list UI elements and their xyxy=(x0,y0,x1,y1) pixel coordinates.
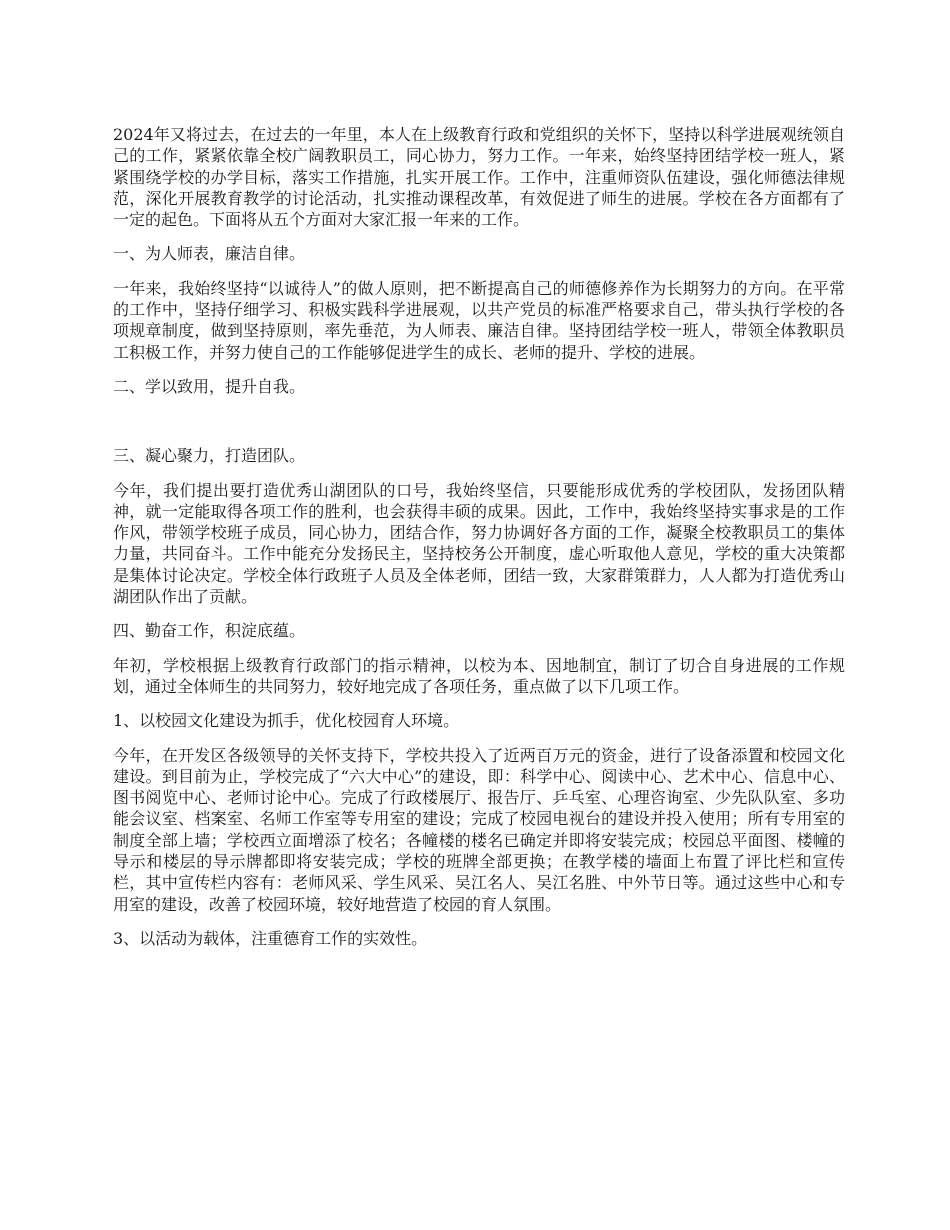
section-4-paragraph: 年初，学校根据上级教育行政部门的指示精神，以校为本、因地制宜，制订了切合自身进展的工作规划，通过全体师生的共同努力，较好地完成了各项任务，重点做了以下几项工作。 xyxy=(113,655,845,696)
subsection-1-paragraph: 今年，在开发区各级领导的关怀支持下，学校共投入了近两百万元的资金，进行了设备添置和校园文化建设。到目前为止，学校完成了“六大中心”的建设，即：科学中心、阅读中心、艺术中心、信息中心、图书阅览中心、老师讨论中心。完成了行政楼展厅、报告厅、乒乓室、心理咨询室、少先队队室、多功能会议室、档案室、名师工作室等专用室的建设；完成了校园电视台的建设并投入使用；所有专用室的制度全部上墙；学校西立面增添了校名；各幢楼的楼名已确定并即将安装完成；校园总平面图、楼幢的导示和楼层的导示牌都即将安装完成；学校的班牌全部更换；在教学楼的墙面上布置了评比栏和宣传栏，其中宣传栏内容有：老师风采、学生风采、吴江名人、吴江名胜、中外节日等。通过这些中心和专用室的建设，改善了校园环境，较好地营造了校园的育人氛围。 xyxy=(113,745,845,914)
section-1-paragraph: 一年来，我始终坚持“以诚待人”的做人原则，把不断提高自己的师德修养作为长期努力的方向。在平常的工作中，坚持仔细学习、积极实践科学进展观，以共产党员的标准严格要求自己，带头执行学校的各项规章制度，做到坚持原则，率先垂范，为人师表、廉洁自律。坚持团结学校一班人，带领全体教职员工积极工作，并努力使自己的工作能够促进学生的成长、老师的提升、学校的进展。 xyxy=(113,278,845,362)
section-heading-1: 一、为人师表，廉洁自律。 xyxy=(113,244,306,264)
section-heading-2: 二、学以致用，提升自我。 xyxy=(113,376,306,396)
section-heading-4: 四、勤奋工作，积淀底蕴。 xyxy=(113,621,306,641)
section-heading-3: 三、凝心聚力，打造团队。 xyxy=(113,446,306,466)
document-page xyxy=(113,124,845,962)
subsection-heading-1: 1、以校园文化建设为抓手，优化校园育人环境。 xyxy=(113,711,460,731)
section-3-paragraph: 今年，我们提出要打造优秀山湖团队的口号，我始终坚信，只要能形成优秀的学校团队，发扬团队精神，就一定能取得各项工作的胜利，也会获得丰硕的成果。因此，工作中，我始终坚持实事求是的工作作风，带领学校班子成员，同心协力，团结合作，努力协调好各方面的工作，凝聚全校教职员工的集体力量，共同奋斗。工作中能充分发扬民主，坚持校务公开制度，虚心听取他人意见，学校的重大决策都是集体讨论决定。学校全体行政班子人员及全体老师，团结一致，大家群策群力，人人都为打造优秀山湖团队作出了贡献。 xyxy=(113,480,845,607)
subsection-heading-3: 3、以活动为载体，注重德育工作的实效性。 xyxy=(113,928,428,948)
intro-paragraph: 2024年又将过去，在过去的一年里，本人在上级教育行政和党组织的关怀下，坚持以科学进展观统领自己的工作，紧紧依靠全校广阔教职员工，同心协力，努力工作。一年来，始终坚持团结学校一班人，紧紧围绕学校的办学目标，落实工作措施，扎实开展工作。工作中，注重师资队伍建设，强化师德法律规范，深化开展教育教学的讨论活动，扎实推动课程改革，有效促进了师生的进展。学校在各方面都有了一定的起色。下面将从五个方面对大家汇报一年来的工作。 xyxy=(113,125,845,230)
